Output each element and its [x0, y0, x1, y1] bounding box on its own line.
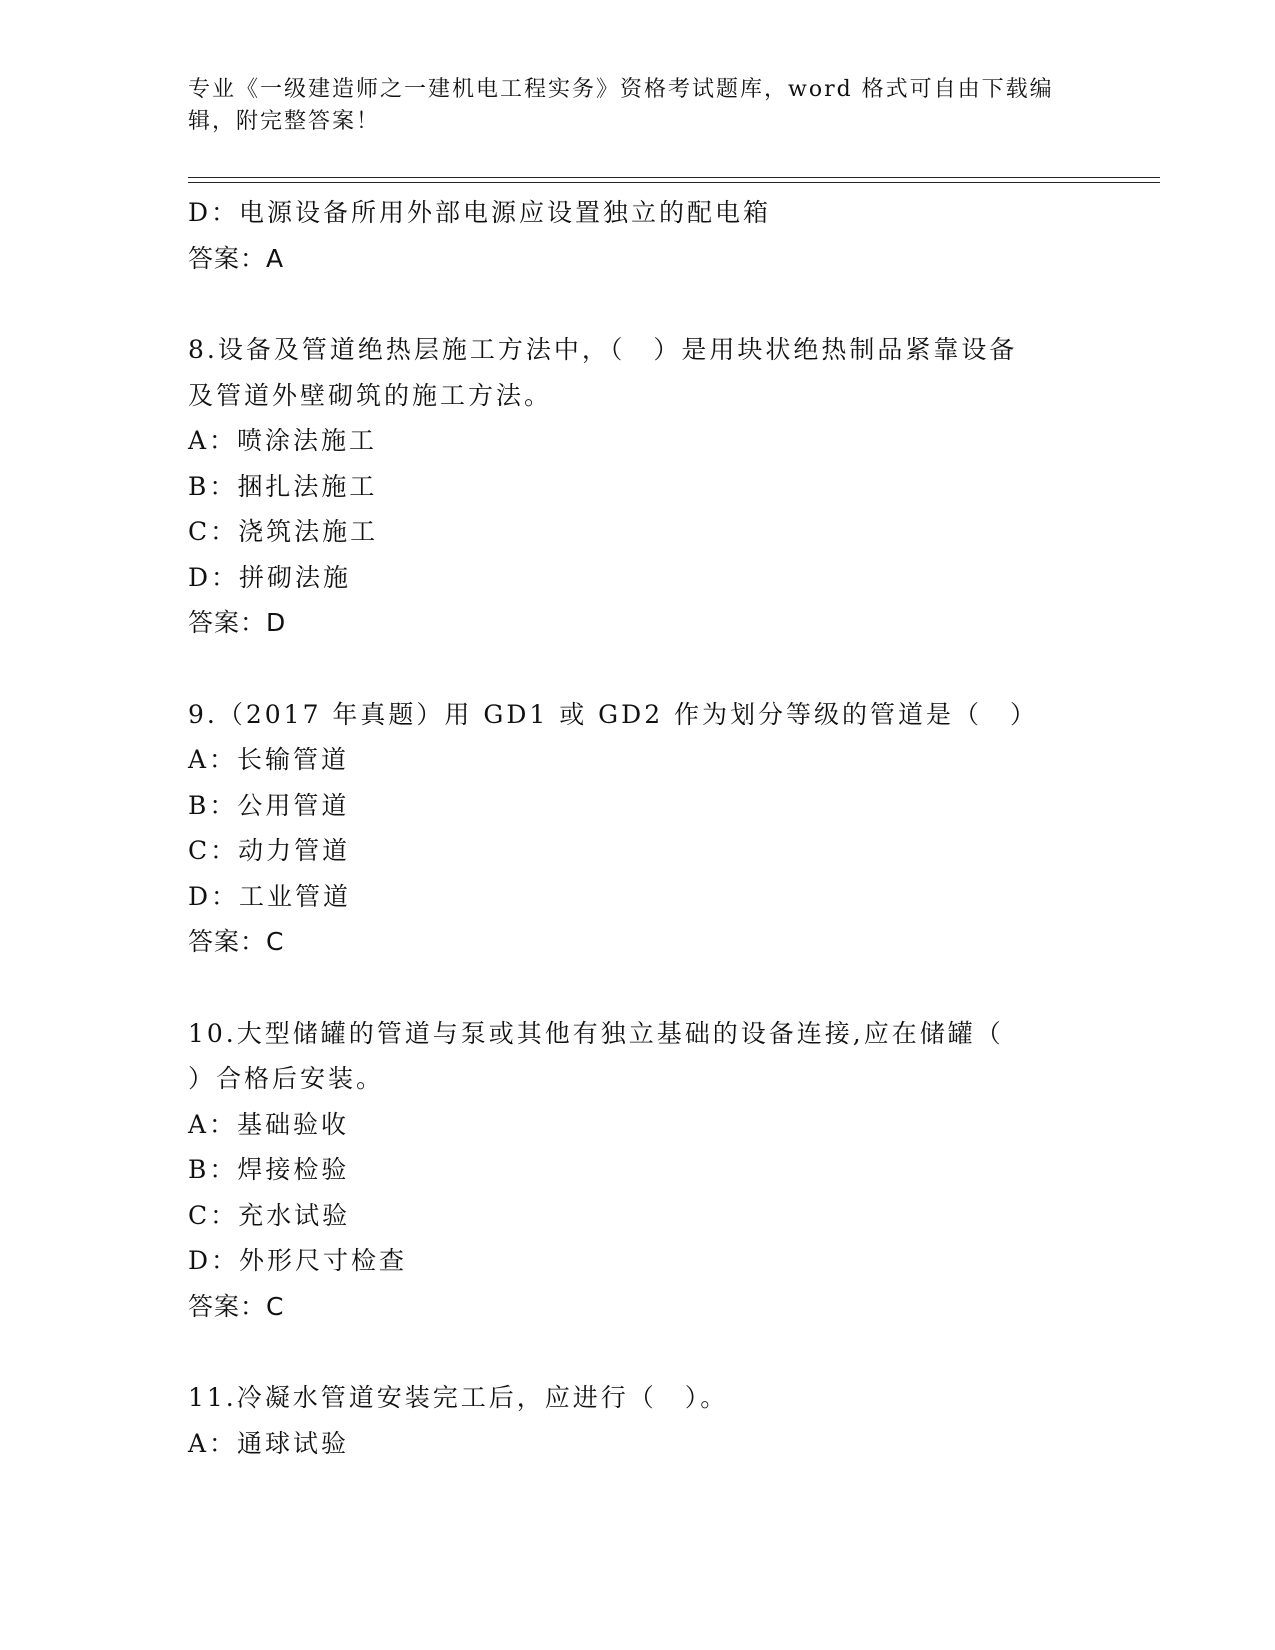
answer-line: 答案：C [188, 1291, 285, 1321]
block-spacer [188, 965, 1088, 1011]
question-line: C：动力管道 [188, 836, 351, 865]
question-block [188, 1375, 1088, 1466]
header-divider-bottom [188, 182, 1160, 183]
answer-line: 答案：A [188, 243, 285, 273]
answer-line: 答案：C [188, 927, 285, 956]
header-divider-top [188, 177, 1160, 178]
question-line: D：电源设备所用外部电源应设置独立的配电箱 [188, 198, 772, 227]
question-line: D：拼砌法施 [188, 562, 352, 592]
question-text: 11.冷凝水管道安装完工后，应进行（ ）。 [188, 1383, 729, 1412]
question-block [188, 692, 1088, 965]
block-spacer [188, 281, 1088, 327]
question-line: B：捆扎法施工 [188, 471, 378, 501]
answer-line: 答案：D [188, 608, 287, 637]
question-block [188, 1011, 1088, 1330]
question-block [188, 190, 1088, 281]
question-line: 及管道外壁砌筑的施工方法。 [188, 380, 553, 410]
block-spacer [188, 1329, 1088, 1375]
question-text: 9.（2017 年真题）用 GD1 或 GD2 作为划分等级的管道是（ ） [188, 699, 1039, 729]
question-line: C：充水试验 [188, 1200, 351, 1230]
question-line: B：焊接检验 [188, 1155, 350, 1184]
question-list [188, 190, 1088, 1466]
document-header: 专业《一级建造师之一建机电工程实务》资格考试题库，word 格式可自由下载编辑，附完整答案！ [188, 77, 1054, 134]
question-line: ）合格后安装。 [188, 1064, 385, 1093]
question-line: D：工业管道 [188, 881, 352, 911]
question-line: C：浇筑法施工 [188, 517, 379, 546]
question-line: A：基础验收 [188, 1109, 350, 1139]
question-block [188, 327, 1088, 646]
question-line: A：喷涂法施工 [188, 426, 378, 455]
question-line: A：长输管道 [188, 745, 350, 774]
question-line: A：通球试验 [188, 1428, 350, 1458]
question-line: D：外形尺寸检查 [188, 1246, 408, 1275]
question-text: 8.设备及管道绝热层施工方法中，（ ）是用块状绝热制品紧靠设备 [188, 335, 1018, 364]
block-spacer [188, 646, 1088, 692]
question-text: 10.大型储罐的管道与泵或其他有独立基础的设备连接,应在储罐（ [188, 1018, 1004, 1048]
question-line: B：公用管道 [188, 790, 350, 820]
